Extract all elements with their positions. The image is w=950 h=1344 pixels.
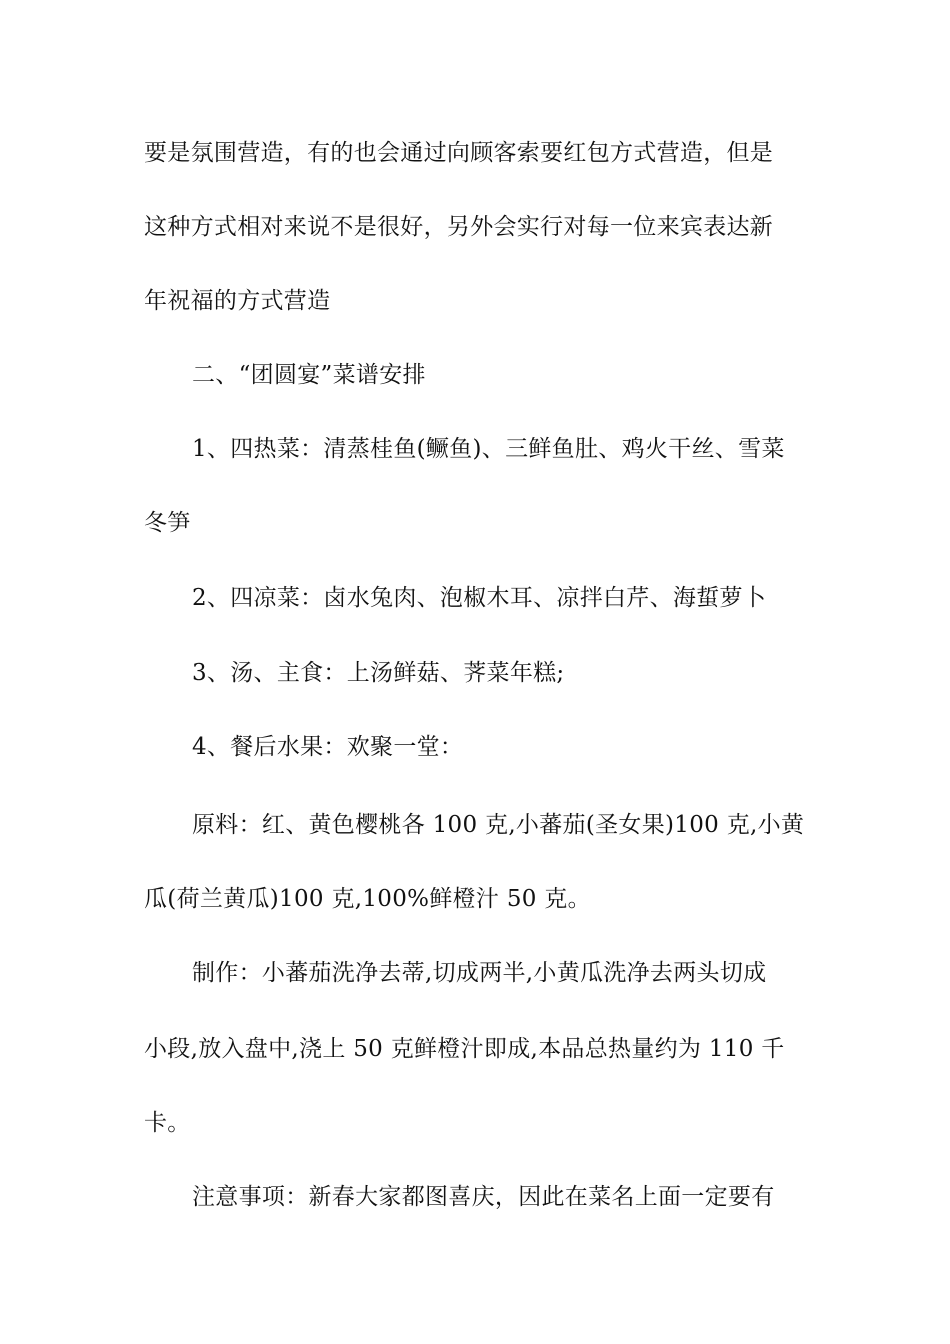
paragraph-line: 这种方式相对来说不是很好，另外会实行对每一位来宾表达新: [144, 214, 774, 240]
paragraph-line: 年祝福的方式营造: [144, 288, 331, 314]
paragraph-line: 冬笋: [144, 510, 191, 536]
section-heading: 二、“团圆宴”菜谱安排: [192, 362, 426, 388]
menu-item-cold-dishes: 2、四凉菜：卤水兔肉、泡椒木耳、凉拌白芹、海蜇萝卜: [192, 585, 767, 611]
preparation-line: 制作：小蕃茄洗净去蒂,切成两半,小黄瓜洗净去两头切成: [192, 960, 767, 986]
paragraph-line: 瓜(荷兰黄瓜)100 克,100%鲜橙汁 50 克。: [144, 886, 591, 912]
paragraph-line: 小段,放入盘中,浇上 50 克鲜橙汁即成,本品总热量约为 110 千: [144, 1036, 785, 1062]
paragraph-line: 卡。: [144, 1110, 191, 1136]
menu-item-fruit: 4、餐后水果：欢聚一堂：: [192, 734, 464, 760]
notes-line: 注意事项：新春大家都图喜庆，因此在菜名上面一定要有: [192, 1184, 775, 1210]
menu-item-soup-staple: 3、汤、主食：上汤鲜菇、荠菜年糕;: [192, 660, 565, 686]
ingredients-line: 原料：红、黄色樱桃各 100 克,小蕃茄(圣女果)100 克,小黄: [192, 812, 805, 838]
paragraph-line: 要是氛围营造，有的也会通过向顾客索要红包方式营造，但是: [144, 140, 774, 166]
menu-item-hot-dishes: 1、四热菜：清蒸桂鱼(鳜鱼)、三鲜鱼肚、鸡火干丝、雪菜: [192, 436, 785, 462]
